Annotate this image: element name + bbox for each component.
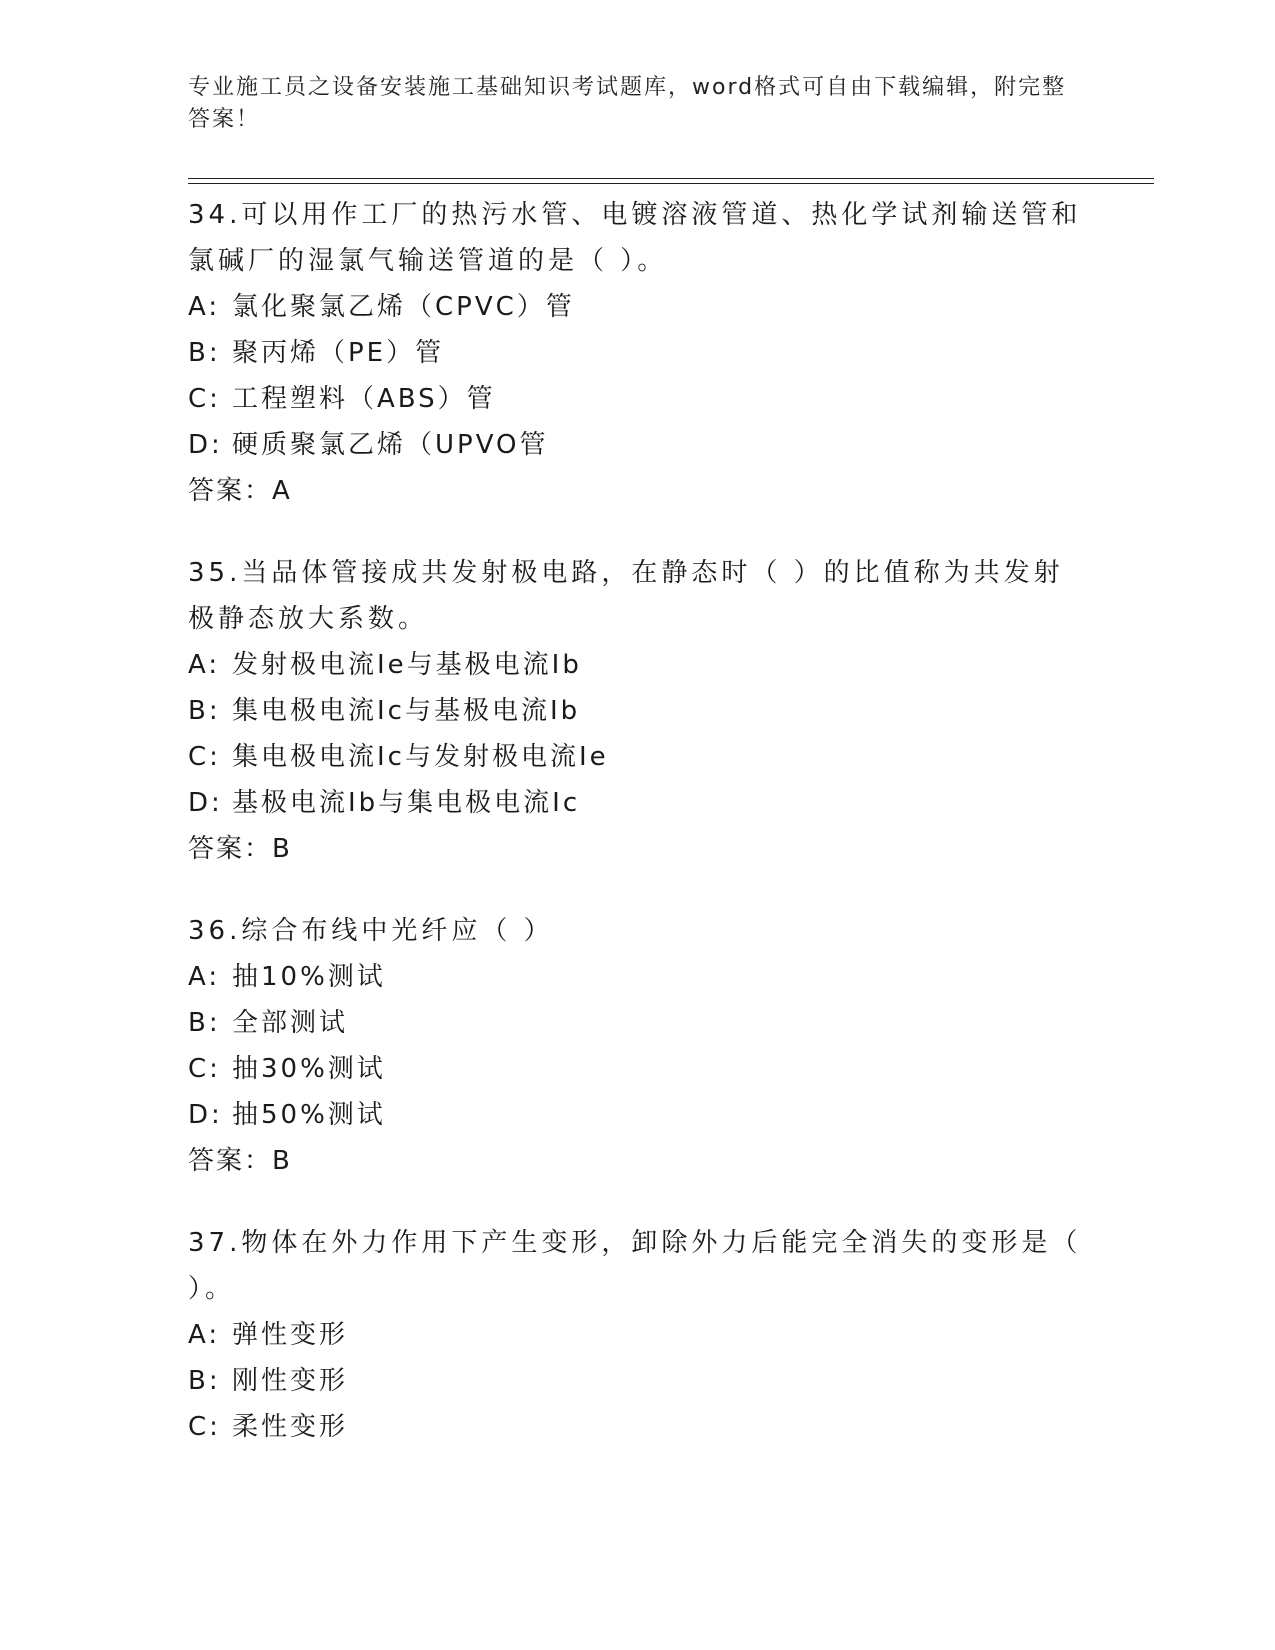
option-key: C:: [188, 384, 221, 414]
question-number: 37.: [188, 1228, 242, 1258]
option-key: D:: [188, 430, 223, 460]
question-36: [188, 908, 1088, 1184]
option-key: B:: [188, 338, 221, 368]
option-key: C:: [188, 1054, 221, 1084]
question-stem: 综合布线中光纤应（ ）: [241, 916, 554, 946]
option-b: [188, 1358, 1088, 1404]
option-key: D:: [188, 1100, 223, 1130]
option-text: 基极电流Ib与集电极电流Ic: [232, 788, 581, 818]
option-c: [188, 1404, 1088, 1450]
option-a: [188, 1312, 1088, 1358]
option-text: 全部测试: [232, 1008, 349, 1038]
option-text: 刚性变形: [232, 1366, 349, 1396]
question-37: [188, 1220, 1088, 1450]
question-35: [188, 550, 1088, 872]
option-text: 柔性变形: [232, 1412, 349, 1442]
option-b: [188, 688, 1088, 734]
option-key: C:: [188, 742, 221, 772]
answer: 答案：B: [188, 1146, 292, 1176]
answer: 答案：A: [188, 476, 292, 506]
option-key: A:: [188, 650, 221, 680]
option-key: B:: [188, 1008, 221, 1038]
header-rule-bottom: [188, 183, 1154, 184]
option-text: 工程塑料（ABS）管: [232, 384, 496, 414]
answer: 答案：B: [188, 834, 292, 864]
option-text: 氯化聚氯乙烯（CPVC）管: [232, 292, 575, 322]
option-key: A:: [188, 292, 221, 322]
option-text: 弹性变形: [232, 1320, 349, 1350]
option-c: [188, 1046, 1088, 1092]
option-text: 硬质聚氯乙烯（UPVO管: [232, 430, 549, 460]
option-d: [188, 1092, 1088, 1138]
question-stem: 物体在外力作用下产生变形，卸除外力后能完全消失的变形是（ ）。: [188, 1228, 1082, 1304]
option-text: 抽30%测试: [232, 1054, 386, 1084]
option-c: [188, 734, 1088, 780]
option-text: 集电极电流Ic与发射极电流Ie: [232, 742, 609, 772]
question-text: [188, 908, 1088, 954]
option-key: D:: [188, 788, 223, 818]
question-stem: 可以用作工厂的热污水管、电镀溶液管道、热化学试剂输送管和氯碱厂的湿氯气输送管道的是（ ）。: [188, 200, 1082, 276]
question-text: [188, 1220, 1088, 1312]
header-rule-top: [188, 178, 1154, 179]
option-text: 抽50%测试: [232, 1100, 386, 1130]
question-number: 35.: [188, 558, 242, 588]
option-text: 聚丙烯（PE）管: [232, 338, 445, 368]
question-34: [188, 192, 1088, 514]
option-key: C:: [188, 1412, 221, 1442]
option-a: [188, 642, 1088, 688]
option-b: [188, 330, 1088, 376]
option-key: B:: [188, 1366, 221, 1396]
option-a: [188, 284, 1088, 330]
question-number: 36.: [188, 916, 242, 946]
question-list: [188, 188, 1088, 1486]
option-text: 抽10%测试: [232, 962, 386, 992]
option-b: [188, 1000, 1088, 1046]
question-text: [188, 192, 1088, 284]
option-c: [188, 376, 1088, 422]
option-text: 集电极电流Ic与基极电流Ib: [232, 696, 581, 726]
document-header: 专业施工员之设备安装施工基础知识考试题库，word格式可自由下载编辑，附完整答案！: [188, 75, 1067, 132]
option-key: A:: [188, 1320, 221, 1350]
option-text: 发射极电流Ie与基极电流Ib: [232, 650, 582, 680]
option-d: [188, 422, 1088, 468]
question-stem: 当品体管接成共发射极电路，在静态时（ ）的比值称为共发射极静态放大系数。: [188, 558, 1064, 634]
question-number: 34.: [188, 200, 242, 230]
option-key: A:: [188, 962, 221, 992]
question-text: [188, 550, 1088, 642]
option-a: [188, 954, 1088, 1000]
option-key: B:: [188, 696, 221, 726]
option-d: [188, 780, 1088, 826]
